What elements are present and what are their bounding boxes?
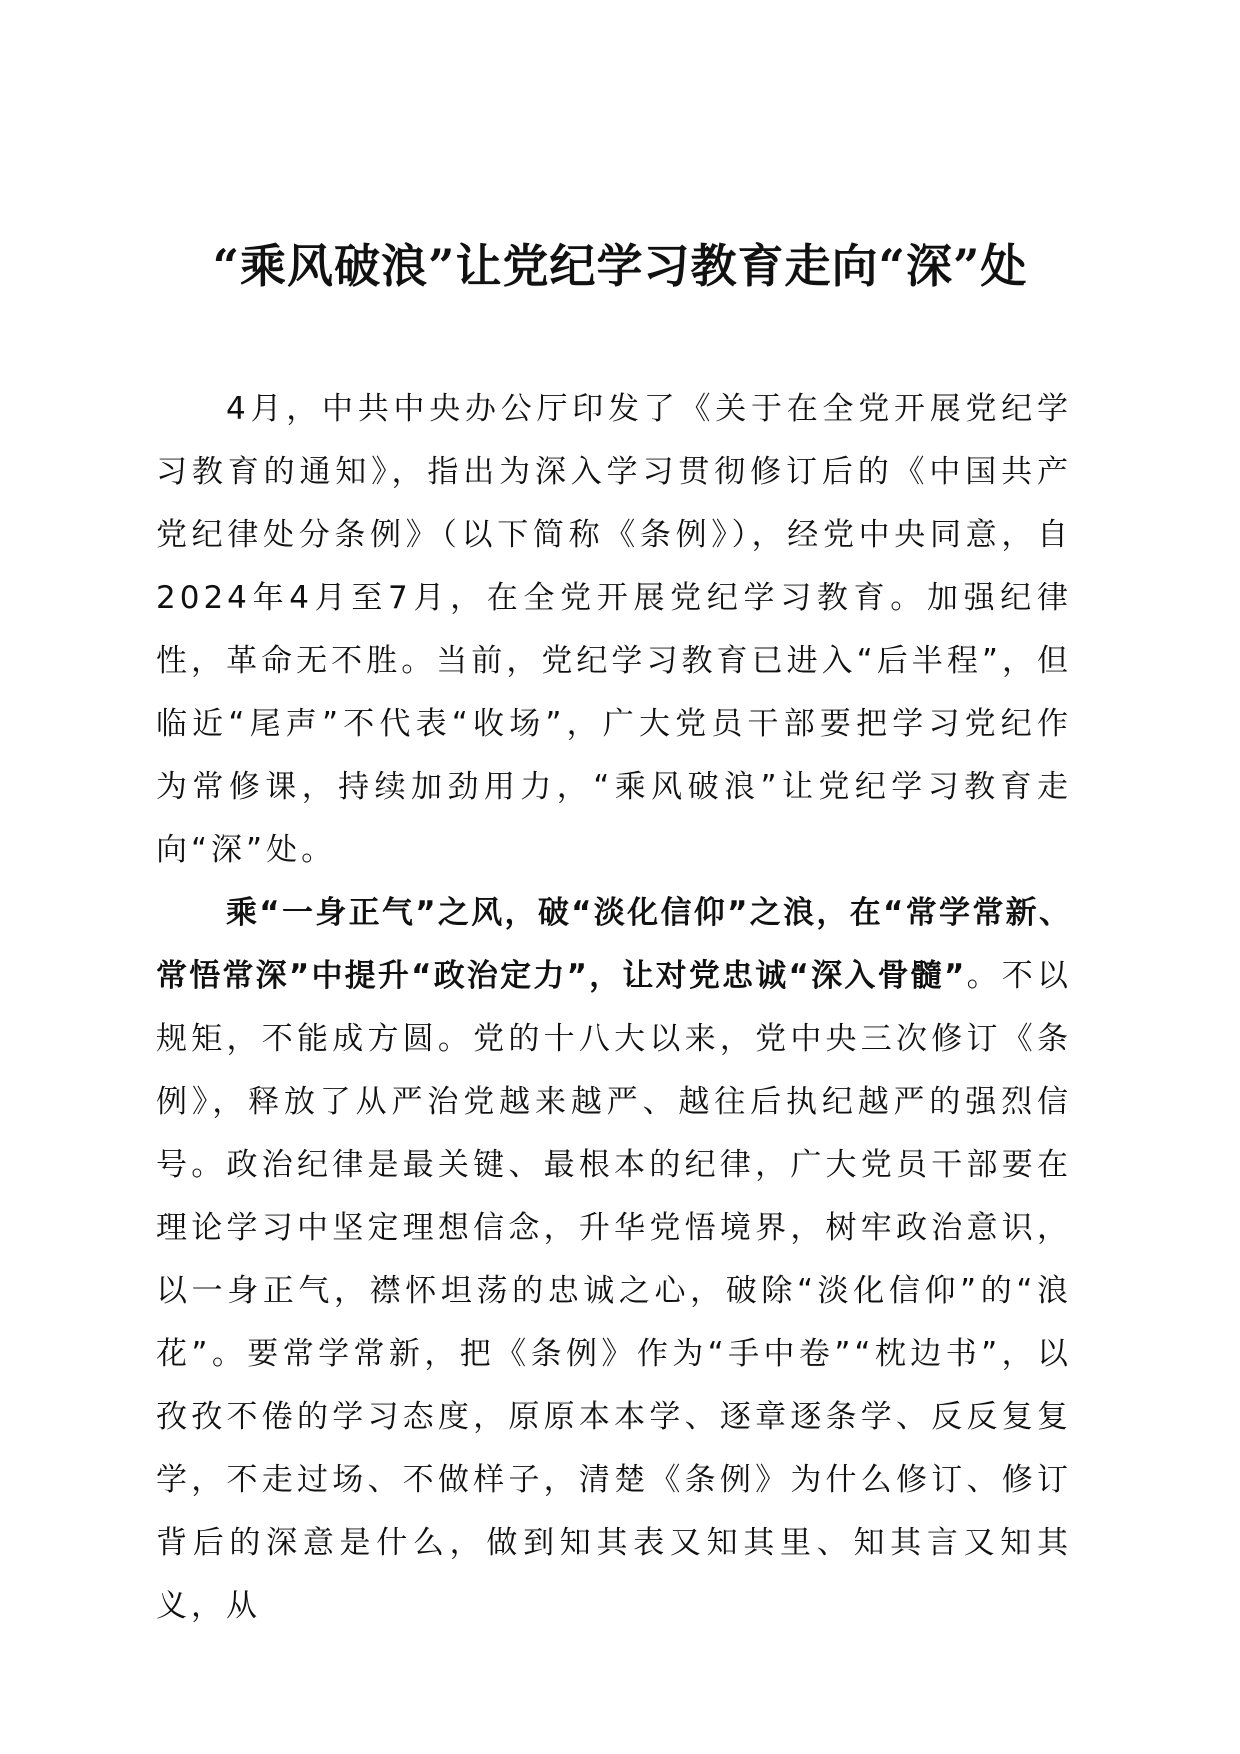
paragraph-2 [156,882,1072,1638]
paragraph-2-lead: 乘“一身正气”之风，破“淡化信仰”之浪，在“常学常新、常悟常深”中提升“政治定力”，让对党忠诚“深入骨髓” [156,895,1072,994]
paragraph-1-text: 4月，中共中央办公厅印发了《关于在全党开展党纪学习教育的通知》，指出为深入学习贯彻修订后的《中国共产党纪律处分条例》（以下简称《条例》），经党中央同意，自2024年4月至7月，在全党开展党纪学习教育。加强纪律性，革命无不胜。当前，党纪学习教育已进入“后半程”，但临近“尾声”不代表“收场”，广大党员干部要把学习党纪作为常修课，持续加劲用力，“乘风破浪”让党纪学习教育走向“深”处。 [156,391,1072,868]
paragraph-1 [156,378,1072,882]
document-title: “乘风破浪”让党纪学习教育走向“深”处 [212,239,1028,293]
paragraph-2-text: 。不以规矩，不能成方圆。党的十八大以来，党中央三次修订《条例》，释放了从严治党越来越严、越往后执纪越严的强烈信号。政治纪律是最关键、最根本的纪律，广大党员干部要在理论学习中坚定理想信念，升华党悟境界，树牢政治意识，以一身正气，襟怀坦荡的忠诚之心，破除“淡化信仰”的“浪花”。要常学常新，把《条例》作为“手中卷”“枕边书”，以孜孜不倦的学习态度，原原本本学、逐章逐条学、反反复复学，不走过场、不做样子，清楚《条例》为什么修订、修订背后的深意是什么，做到知其表又知其里、知其言又知其义，从 [156,958,1072,1624]
document-body [156,378,1072,1638]
